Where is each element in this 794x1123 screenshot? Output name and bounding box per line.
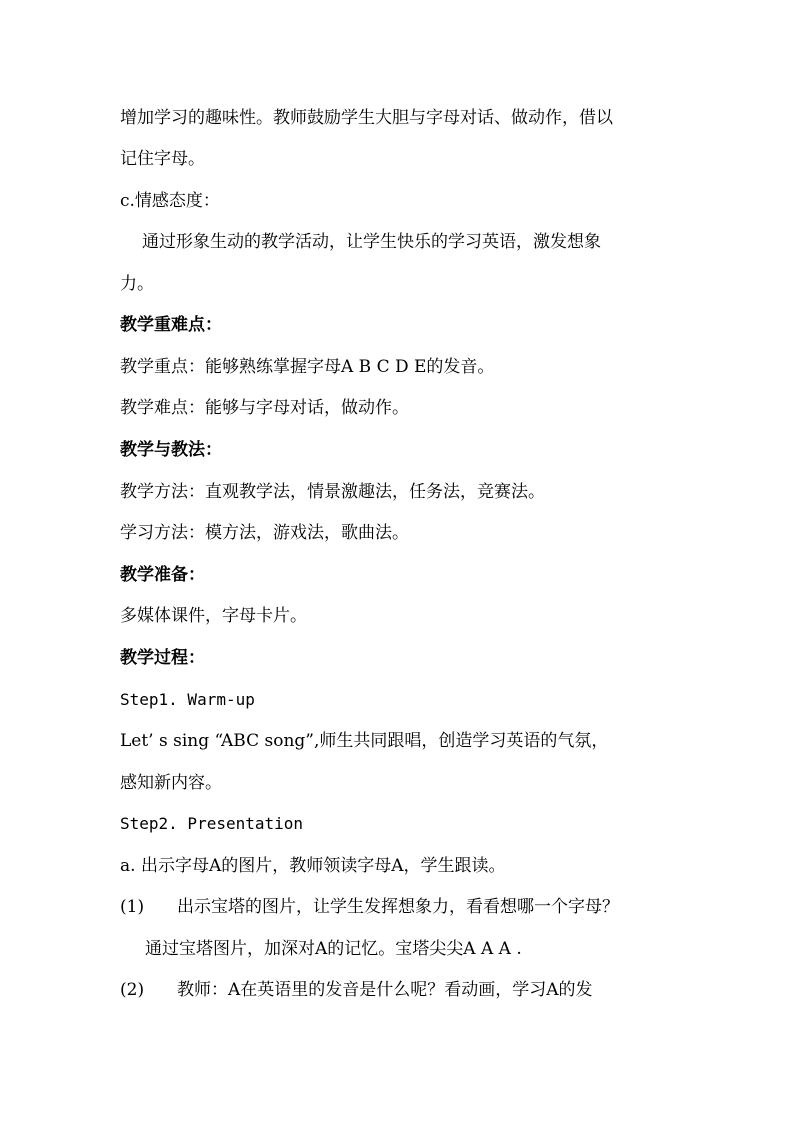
paragraph-line: 力。 (120, 274, 154, 294)
section-heading: 教学重难点： (120, 315, 222, 335)
paragraph-line: Let’ s sing “ABC song”,师生共同跟唱，创造学习英语的气氛， (120, 731, 609, 751)
paragraph-line: 感知新内容。 (120, 773, 222, 793)
item-text: 教师：A在英语里的发音是什么呢？看动画，学习A的发 (177, 980, 593, 1000)
step-heading: Step1. Warm-up (120, 690, 255, 709)
paragraph-line: a. 出示字母A的图片，教师领读字母A，学生跟读。 (120, 856, 506, 876)
paragraph-line: 多媒体课件，字母卡片。 (120, 606, 307, 626)
paragraph-line: 学习方法：模方法，游戏法，歌曲法。 (120, 523, 409, 543)
paragraph-line: 通过宝塔图片，加深对A的记忆。宝塔尖尖A A A . (145, 939, 522, 959)
paragraph-line: 增加学习的趣味性。教师鼓励学生大胆与字母对话、做动作，借以 (120, 108, 613, 128)
section-heading: 教学过程： (120, 648, 205, 668)
item-number: (1) (120, 897, 145, 917)
section-heading: 教学与教法： (120, 440, 222, 460)
paragraph-line: 记住字母。 (120, 149, 205, 169)
paragraph-line: 教学方法：直观教学法，情景激趣法，任务法，竞赛法。 (120, 482, 545, 502)
step-heading: Step2. Presentation (120, 814, 304, 833)
paragraph-line: 通过形象生动的教学活动，让学生快乐的学习英语，激发想象 (142, 232, 601, 252)
item-number: (2) (120, 980, 145, 1000)
item-text: 出示宝塔的图片，让学生发挥想象力，看看想哪一个字母？ (177, 897, 619, 917)
paragraph-line: 教学重点：能够熟练掌握字母A B C D E的发音。 (120, 357, 495, 377)
paragraph-line: 教学难点：能够与字母对话，做动作。 (120, 398, 409, 418)
section-heading: 教学准备： (120, 565, 205, 585)
subheading-line: c.情感态度： (120, 191, 220, 211)
